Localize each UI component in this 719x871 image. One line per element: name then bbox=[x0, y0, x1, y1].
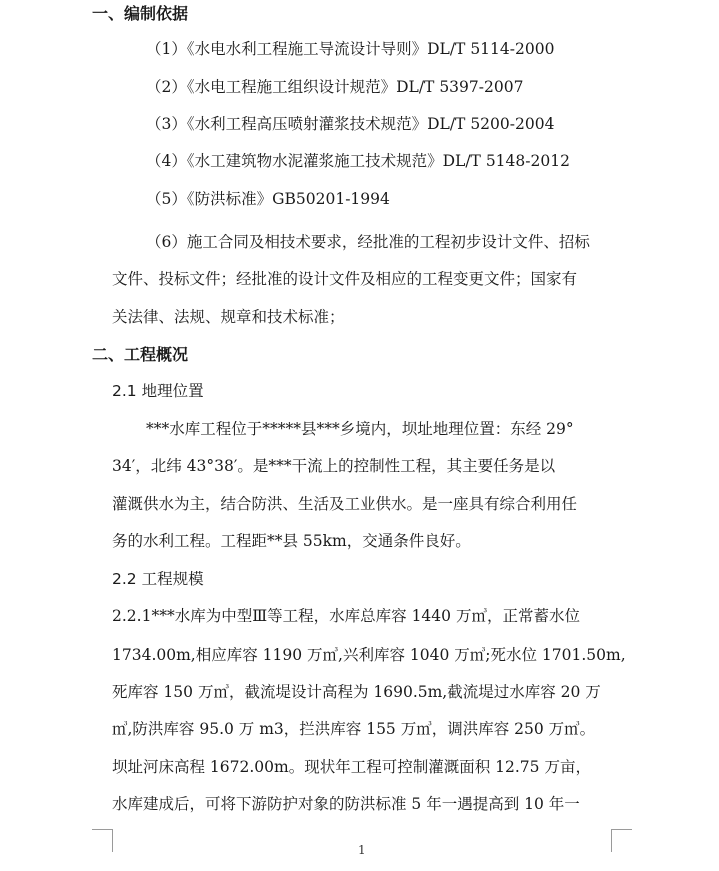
scale-para-line-4: ㎥,防洪库容 95.0 万 m3，拦洪库容 155 万㎥，调洪库容 250 万㎥。 bbox=[112, 720, 596, 738]
reference-item-6-line-1: （6）施工合同及相技术要求，经批准的工程初步设计文件、招标 bbox=[146, 233, 590, 251]
scale-para-line-3: 死库容 150 万㎥，截流堤设计高程为 1690.5m,截流堤过水库容 20 万 bbox=[112, 683, 601, 701]
scale-para-line-5: 坝址河床高程 1672.00m。现状年工程可控制灌溉面积 12.75 万亩， bbox=[112, 758, 591, 776]
reference-item-3: （3）《水利工程高压喷射灌浆技术规范》DL/T 5200-2004 bbox=[146, 115, 555, 133]
reference-item-4: （4）《水工建筑物水泥灌浆施工技术规范》DL/T 5148-2012 bbox=[146, 152, 570, 170]
subsection-2-2-title: 2.2 工程规模 bbox=[112, 570, 204, 588]
scale-para-line-6: 水库建成后，可将下游防护对象的防洪标准 5 年一遇提高到 10 年一 bbox=[112, 795, 580, 813]
scale-para-line-1: 2.2.1***水库为中型Ⅲ等工程，水库总库容 1440 万㎥，正常蓄水位 bbox=[112, 607, 580, 625]
page-number: 1 bbox=[358, 843, 366, 857]
crop-mark-left bbox=[92, 829, 113, 852]
reference-item-6-line-2: 文件、投标文件；经批准的设计文件及相应的工程变更文件；国家有 bbox=[112, 270, 578, 288]
scale-para-line-2: 1734.00m,相应库容 1190 万㎥,兴利库容 1040 万㎥;死水位 1701.50m, bbox=[112, 646, 626, 664]
section2-heading: 二、工程概况 bbox=[92, 345, 189, 364]
reference-item-5: （5）《防洪标准》GB50201-1994 bbox=[146, 190, 390, 208]
location-para-line-2: 34′，北纬 43°38′。是***干流上的控制性工程，其主要任务是以 bbox=[112, 457, 556, 475]
reference-item-6-line-3: 关法律、法规、规章和技术标准； bbox=[112, 308, 345, 326]
reference-item-1: （1）《水电水利工程施工导流设计导则》DL/T 5114-2000 bbox=[146, 40, 555, 58]
subsection-2-1-title: 2.1 地理位置 bbox=[112, 382, 204, 400]
location-para-line-4: 务的水利工程。工程距**县 55km，交通条件良好。 bbox=[112, 532, 471, 550]
section1-heading: 一、编制依据 bbox=[92, 4, 189, 23]
location-para-line-3: 灌溉供水为主，结合防洪、生活及工业供水。是一座具有综合利用任 bbox=[112, 495, 578, 513]
location-para-line-1: ***水库工程位于*****县***乡境内，坝址地理位置：东经 29° bbox=[146, 420, 574, 438]
reference-item-2: （2）《水电工程施工组织设计规范》DL/T 5397-2007 bbox=[146, 78, 524, 96]
crop-mark-right bbox=[611, 829, 632, 852]
